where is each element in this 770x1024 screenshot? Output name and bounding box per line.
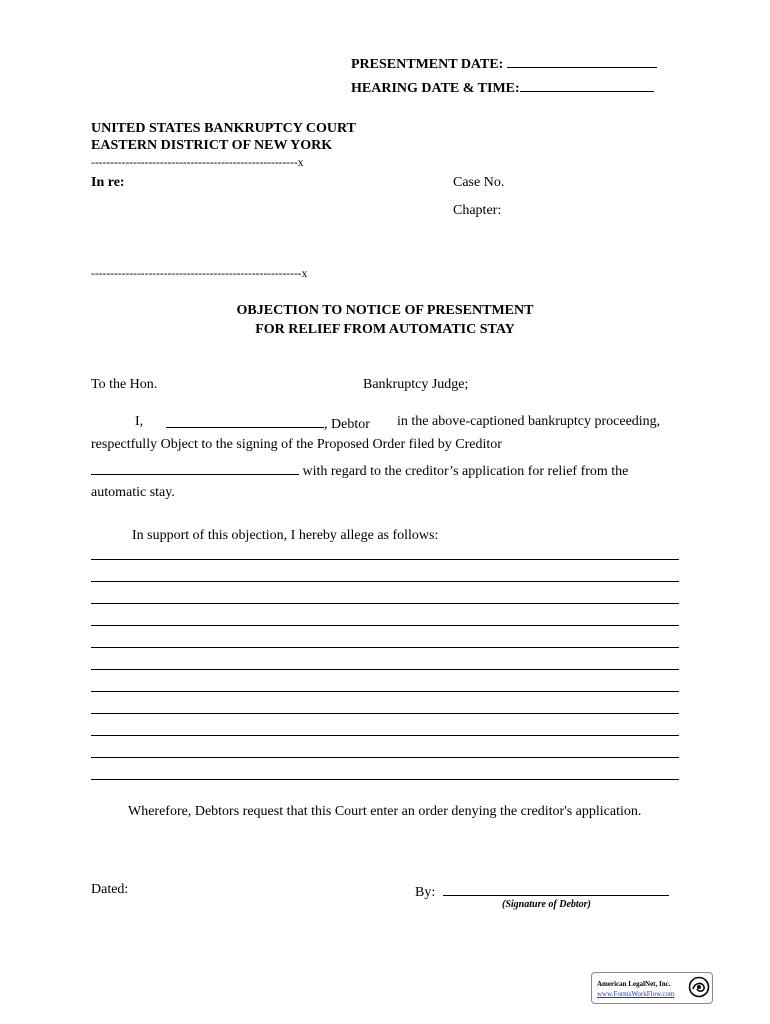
signature-caption: (Signature of Debtor) [502, 899, 591, 910]
logo-company-name: American LegalNet, Inc. [597, 980, 671, 988]
bankruptcy-judge-label: Bankruptcy Judge; [363, 377, 469, 392]
allegation-line[interactable] [91, 603, 679, 604]
presentment-date-row [351, 54, 657, 73]
creditor-row [91, 461, 628, 480]
legalnet-logo [591, 972, 713, 1004]
debtor-name-row [166, 414, 370, 433]
p1-line2: respectfully Object to the signing of the Proposed Order filed by Creditor [91, 437, 502, 452]
debtor-label: , Debtor [324, 417, 370, 432]
to-hon-label: To the Hon. [91, 377, 158, 392]
hearing-date-blank[interactable] [520, 78, 654, 92]
presentment-date-blank[interactable] [507, 54, 657, 68]
allegation-line[interactable] [91, 735, 679, 736]
wherefore-clause: Wherefore, Debtors request that this Court enter an order denying the creditor's application. [128, 804, 642, 819]
support-intro [132, 528, 438, 544]
p1-rest: in the above-captioned bankruptcy proceeding, [397, 414, 661, 429]
allegation-line[interactable] [91, 757, 679, 758]
hearing-date-label: HEARING DATE & TIME: [351, 81, 520, 96]
case-number-label: Case No. [453, 175, 505, 190]
p1-line3: with regard to the creditor’s application for relief from the [302, 464, 629, 479]
allegation-line[interactable] [91, 691, 679, 692]
signature-blank[interactable] [443, 882, 669, 896]
court-name: UNITED STATES BANKRUPTCY COURT [91, 121, 356, 136]
document-title-line1: OBJECTION TO NOTICE OF PRESENTMENT [236, 303, 534, 318]
debtor-name-blank[interactable] [166, 414, 324, 428]
logo-url-link[interactable]: www.FormsWorkFlow.com [597, 990, 675, 998]
hearing-date-row [351, 78, 654, 97]
allegation-line[interactable] [91, 669, 679, 670]
creditor-name-blank[interactable] [91, 461, 299, 475]
by-label: By: [415, 885, 436, 900]
allegation-line[interactable] [91, 713, 679, 714]
caption-divider-bottom: -------------------------------------------------------x [91, 268, 308, 280]
caption-divider-top: ------------------------------------------------------x [91, 157, 304, 169]
court-district: EASTERN DISTRICT OF NEW YORK [91, 138, 333, 153]
allegation-line[interactable] [91, 581, 679, 582]
allegation-line[interactable] [91, 625, 679, 626]
p1-line4: automatic stay. [91, 485, 175, 500]
support-intro-a: In support of this objection, [132, 528, 288, 543]
dated-label: Dated: [91, 882, 129, 897]
allegation-line[interactable] [91, 779, 679, 780]
presentment-date-label: PRESENTMENT DATE: [351, 57, 504, 72]
allegation-line[interactable] [91, 647, 679, 648]
support-intro-b: I hereby allege as follows: [290, 528, 439, 543]
p1-i: I, [135, 414, 144, 429]
chapter-label: Chapter: [453, 203, 502, 218]
logo-swirl-icon [688, 976, 710, 998]
in-re-label: In re: [91, 175, 125, 190]
document-title-line2: FOR RELIEF FROM AUTOMATIC STAY [255, 322, 515, 337]
allegation-line[interactable] [91, 559, 679, 560]
